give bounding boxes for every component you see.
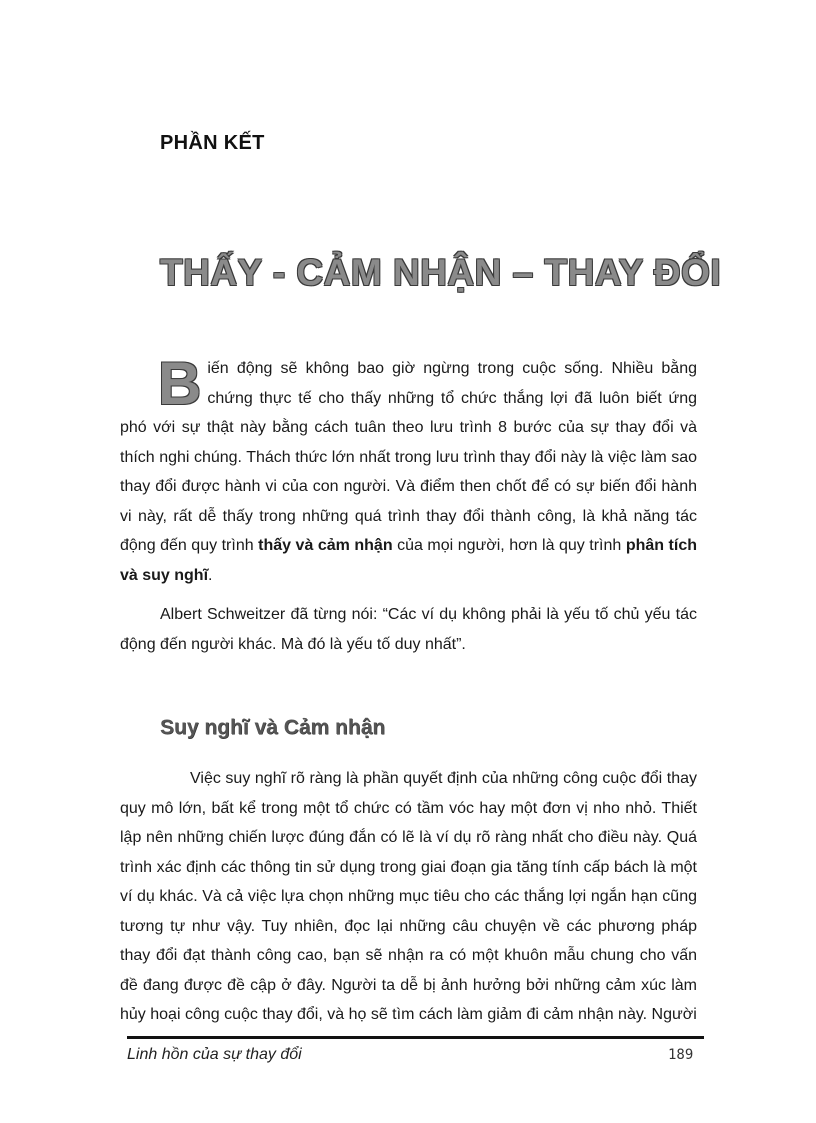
intro-text-end: . [208,566,213,584]
chapter-title: THẤY - CẢM NHẬN – THAY ĐỔI [160,252,722,293]
section-heading: Suy nghĩ và Cảm nhận [160,716,386,739]
intro-text-mid: của mọi người, hơn là quy trình [392,537,626,554]
intro-bold-see-feel: thấy và cảm nhận [258,537,393,554]
page-number: 189 [668,1047,694,1063]
footer-book-title: Linh hồn của sự thay đổi [127,1046,302,1063]
intro-bold-analyze-think: phân tích và suy nghĩ [120,537,697,584]
part-label: PHẦN KẾT [160,132,265,154]
intro-paragraph [120,350,697,590]
section-paragraph: Việc suy nghĩ rõ ràng là phần quyết định của những công cuộc đổi thay quy mô lớn, bất kể trong một tổ chức có tầm vóc hay một đơn vị nho nhỏ. Thiết lập nên những chiến lược đúng đắn có lẽ là ví dụ rõ ràng nhất cho điều này. Quá trình xác định các thông tin sử dụng trong giai đoạn gia tăng tính cấp bách là một ví dụ khác. Và cả việc lựa chọn những mục tiêu cho các thắng lợi ngắn hạn cũng tương tự như vậy. Tuy nhiên, đọc lại những câu chuyện về các phương pháp thay đổi đạt thành công cao, bạn sẽ nhận ra có một khuôn mẫu chung cho vấn đề đang được đề cập ở đây. Người ta dễ bị ảnh hưởng bởi những cảm xúc làm hủy hoại công cuộc thay đổi, và họ sẽ tìm cách làm giảm đi cảm nhận này. Người [120,770,697,1023]
footer-divider [127,1036,704,1039]
quote-paragraph: Albert Schweitzer đã từng nói: “Các ví dụ không phải là yếu tố chủ yếu tác động đến người khác. Mà đó là yếu tố duy nhất”. [120,606,697,653]
drop-cap: B [158,350,202,417]
intro-text-start: iến động sẽ không bao giờ ngừng trong cuộc sống. Nhiều bằng chứng thực tế cho thấy những tổ chức thắng lợi đã luôn biết ứng phó với sự thật này bằng cách tuân theo lưu trình 8 bước của sự thay đổi và thích nghi chúng. Thách thức lớn nhất trong lưu trình thay đổi này là việc làm sao thay đổi được hành vi của con người. Và điểm then chốt để có sự biến đổi hành vi này, rất dễ thấy trong những quá trình thay đổi thành công, là khả năng tác động đến quy trình [120,360,697,554]
